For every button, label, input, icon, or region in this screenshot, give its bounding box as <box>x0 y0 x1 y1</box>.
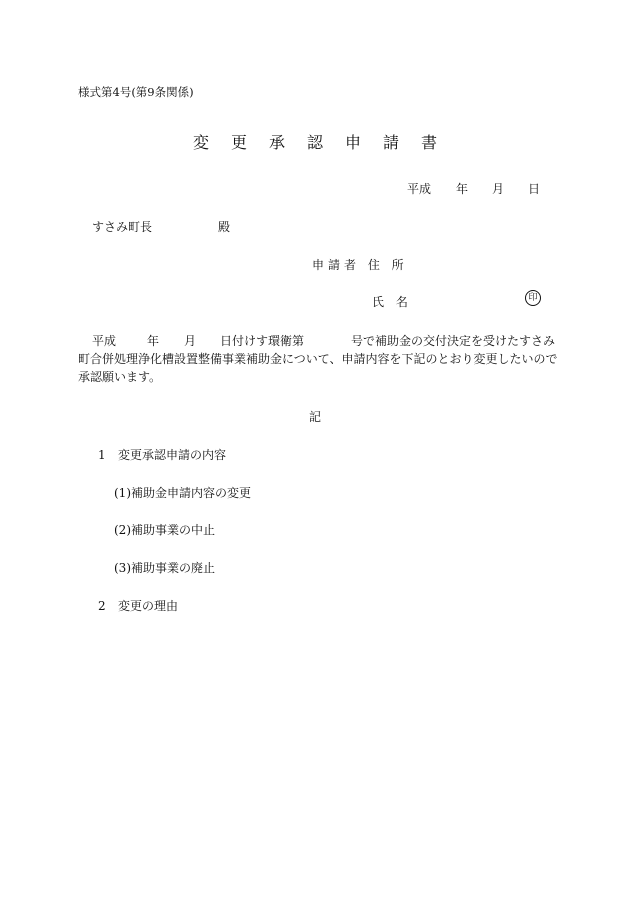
sub-item: (2)補助事業の中止 <box>114 523 215 537</box>
sub-item: (3)補助事業の廃止 <box>114 561 215 575</box>
body-day-text: 日付けす環衛第 <box>220 334 305 348</box>
title-char: 書 <box>421 133 438 152</box>
date-era: 平成 <box>407 182 432 196</box>
item-label: 変更承認申請の内容 <box>118 448 227 462</box>
body-year: 年 <box>147 334 160 348</box>
body-line2: 町合併処理浄化槽設置整備事業補助金について、申請内容を下記のとおり変更したいので <box>78 352 558 366</box>
body-era: 平成 <box>92 334 117 348</box>
form-number: 様式第4号(第9条関係) <box>78 85 194 99</box>
body-line1-rest: 号で補助金の交付決定を受けたすさみ <box>351 334 556 348</box>
title-char: 申 <box>345 133 362 152</box>
document-title <box>0 130 630 153</box>
sub-item: (1)補助金申請内容の変更 <box>114 486 251 500</box>
addressee-suffix: 殿 <box>218 220 231 234</box>
date-month: 月 <box>492 182 505 196</box>
body-line3: 承認願います。 <box>78 370 162 384</box>
addressee-name: すさみ町長 <box>92 220 153 234</box>
item-label: 変更の理由 <box>118 599 179 613</box>
title-char: 承 <box>268 133 285 152</box>
title-char: 認 <box>306 133 323 152</box>
list-item <box>98 446 226 463</box>
title-char: 更 <box>230 133 247 152</box>
date-day: 日 <box>528 182 541 196</box>
ki-heading: 記 <box>308 410 321 424</box>
item-number: 2 <box>98 599 106 613</box>
applicant-address-label: 申請者 住 所 <box>312 258 408 272</box>
item-number: 1 <box>98 448 106 462</box>
date-year: 年 <box>456 182 469 196</box>
title-char: 請 <box>383 133 400 152</box>
title-char: 変 <box>192 133 209 152</box>
list-item <box>98 597 178 614</box>
applicant-name-label: 氏 名 <box>372 295 412 309</box>
seal-mark: 印 <box>525 290 541 306</box>
body-month: 月 <box>184 334 197 348</box>
